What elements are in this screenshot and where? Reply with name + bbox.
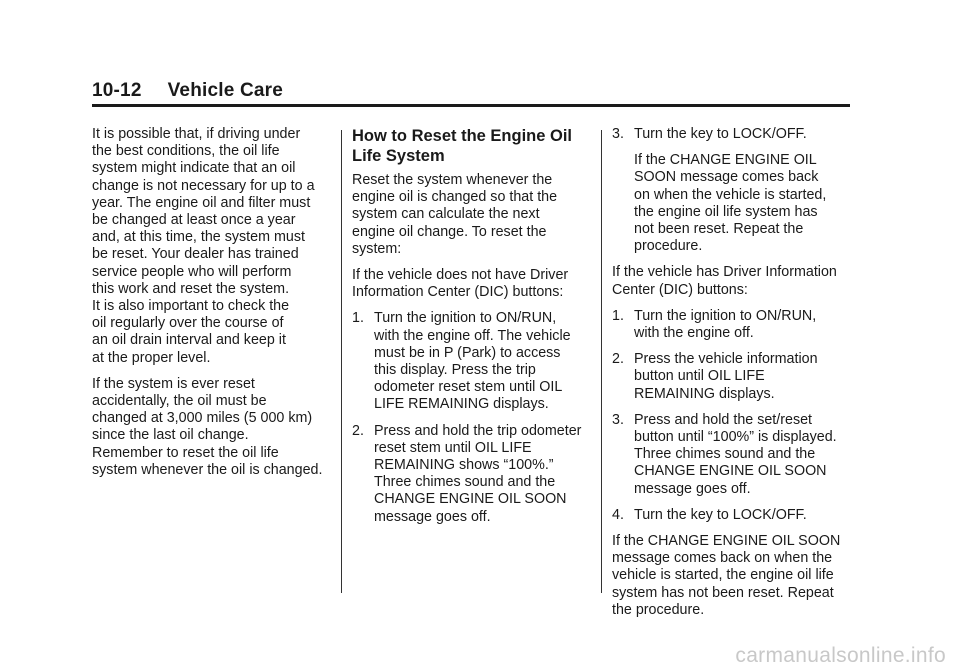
paragraph: It is possible that, if driving under the best conditions, the oil life system might indicate that an oil change is not necessary for up to a year. The engine oil and filter must be changed at least once a year and, at this time, the system must be reset. Your dealer has trained service people who will perform this work and reset the system. It is also important to check the oil regularly over the course of an oil drain interval and keep it at the proper level. bbox=[92, 126, 315, 366]
column-3 bbox=[612, 126, 860, 628]
list-item bbox=[352, 310, 596, 413]
paragraph: If the system is ever reset accidentally, the oil must be changed at 3,000 miles (5 000 km) since the last oil change. Remember to reset the oil life system whenever the oil is changed. bbox=[92, 375, 323, 478]
step-number: 3. bbox=[612, 411, 624, 428]
list-item bbox=[612, 412, 860, 498]
step-text: Press and hold the set/reset button until “100%” is displayed. Three chimes sound and the CHANGE ENGINE OIL SOON message goes off. bbox=[634, 411, 837, 497]
step-text: Press the vehicle information button until OIL LIFE REMAINING displays. bbox=[634, 351, 818, 402]
step-text: Turn the key to LOCK/OFF. bbox=[634, 126, 807, 142]
list-item bbox=[352, 423, 596, 526]
step-text: Turn the ignition to ON/RUN, with the engine off. The vehicle must be in P (Park) to access this display. Press the trip odometer reset stem until OIL LIFE REMAINING displays. bbox=[374, 310, 571, 413]
step-number: 2. bbox=[612, 351, 624, 368]
step-text: Turn the ignition to ON/RUN, with the engine off. bbox=[634, 307, 817, 342]
section-heading: How to Reset the Engine Oil Life System bbox=[352, 127, 573, 165]
list-item bbox=[612, 351, 860, 403]
step-text: Turn the key to LOCK/OFF. bbox=[634, 506, 807, 523]
header-rule bbox=[92, 104, 850, 107]
column-divider bbox=[341, 130, 342, 593]
step-number: 2. bbox=[352, 422, 364, 439]
step-number: 1. bbox=[612, 307, 624, 324]
column-1 bbox=[92, 126, 336, 488]
page-header bbox=[92, 80, 283, 102]
paragraph: If the CHANGE ENGINE OIL SOON message comes back on when the vehicle is started, the engine oil life system has not been reset. Repeat the procedure. bbox=[612, 533, 841, 618]
step-number: 3. bbox=[612, 126, 624, 142]
list-item bbox=[612, 507, 860, 524]
column-2 bbox=[352, 126, 596, 535]
paragraph: Reset the system whenever the engine oil is changed so that the system can calculate the next engine oil change. To reset the system: bbox=[352, 172, 558, 257]
step-note: If the CHANGE ENGINE OIL SOON message comes back on when the vehicle is started, the engine oil life system has not been reset. Repeat the procedure. bbox=[634, 152, 827, 255]
step-number: 1. bbox=[352, 310, 364, 327]
step-number: 4. bbox=[612, 506, 624, 523]
column-divider bbox=[601, 130, 602, 593]
page-number: 10-12 bbox=[92, 80, 142, 101]
section-title: Vehicle Care bbox=[167, 80, 284, 101]
paragraph: If the vehicle does not have Driver Information Center (DIC) buttons: bbox=[352, 267, 569, 301]
paragraph: If the vehicle has Driver Information Center (DIC) buttons: bbox=[612, 264, 837, 298]
step-text: Press and hold the trip odometer reset stem until OIL LIFE REMAINING shows “100%.” Three chimes sound and the CHANGE ENGINE OIL SOON message goes off. bbox=[374, 422, 582, 525]
list-item bbox=[612, 308, 860, 342]
list-item bbox=[612, 126, 860, 143]
watermark: carmanualsonline.info bbox=[735, 644, 946, 667]
